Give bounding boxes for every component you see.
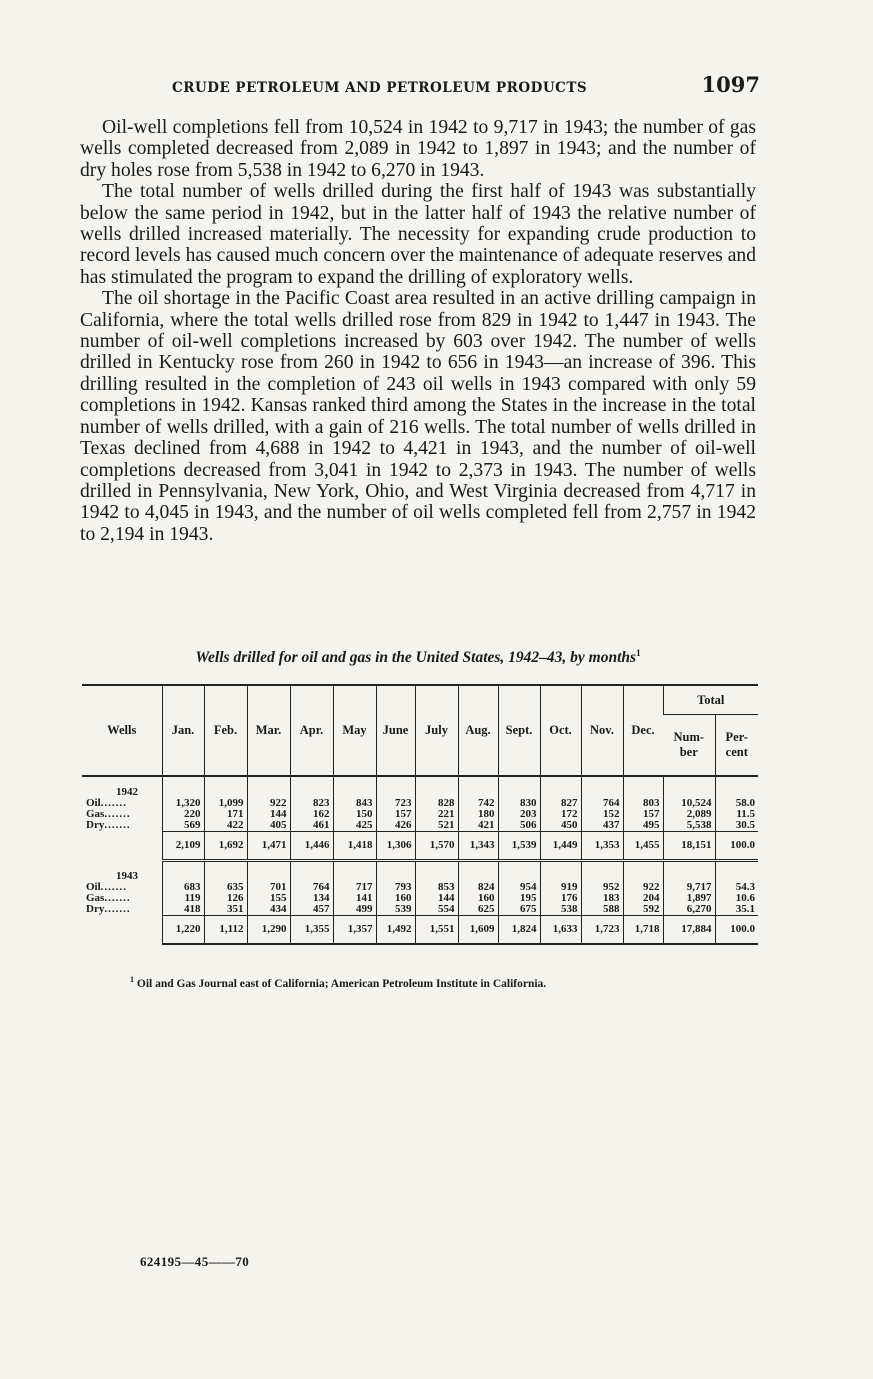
empty-cell: [663, 776, 715, 798]
table-cell: 421: [458, 820, 498, 832]
empty-cell: [623, 861, 663, 882]
empty-cell: [663, 861, 715, 882]
footnote-text: Oil and Gas Journal east of California; American Petroleum Institute in California.: [136, 977, 547, 990]
empty-cell: [204, 861, 247, 882]
row-label-text: Gas: [86, 808, 105, 820]
table-cell: 1,320: [162, 798, 204, 809]
caption-footnote-mark: 1: [636, 648, 641, 658]
table-cell: 220: [162, 809, 204, 820]
total-number-cell: 6,270: [663, 904, 715, 916]
table-cell: 426: [376, 820, 415, 832]
table-cell: 418: [162, 904, 204, 916]
table-caption: [80, 648, 756, 667]
total-label: [82, 915, 162, 944]
row-label-text: Oil: [86, 880, 101, 893]
empty-cell: [376, 861, 415, 882]
header-wells: Wells: [82, 685, 162, 776]
empty-cell: [715, 861, 758, 882]
table-cell: 1,357: [333, 915, 376, 944]
table-cell: 1,355: [290, 915, 333, 944]
row-leader: .......: [104, 902, 131, 915]
table-cell: 954: [498, 882, 540, 893]
footnote-mark: 1: [130, 975, 134, 984]
header-month: Sept.: [498, 685, 540, 776]
table-cell: 1,692: [204, 832, 247, 861]
table-cell: 1,492: [376, 915, 415, 944]
table-row: [82, 820, 758, 832]
header-month: May: [333, 685, 376, 776]
table-cell: 180: [458, 809, 498, 820]
table-cell: 461: [290, 820, 333, 832]
empty-cell: [623, 776, 663, 798]
table-cell: 457: [290, 904, 333, 916]
table-cell: 742: [458, 798, 498, 809]
table-cell: 922: [623, 882, 663, 893]
footnote: [130, 975, 546, 990]
table-cell: 1,343: [458, 832, 498, 861]
table-row: [82, 893, 758, 904]
header-month: June: [376, 685, 415, 776]
table-cell: 521: [415, 820, 458, 832]
paragraph-regional-drilling: The oil shortage in the Pacific Coast area resulted in an active drilling campaign in California, where the total wells drilled rose from 829 in 1942 to 1,447 in 1943. The number of oil-well completions increased by 603 over 1942. The number of wells drilled in Kentucky rose from 260 in 1942 to 656 in 1943—an increase of 396. This drilling resulted in the completion of 243 oil wells in 1943 compared with only 59 completions in 1942. Kansas ranked third among the States in the increase in the total number of wells drilled, with a gain of 216 wells. The total number of wells drilled in Texas declined from 4,688 in 1942 to 4,421 in 1943, and the number of oil-well completions decreased from 3,041 in 1942 to 2,373 in 1943. The number of wells drilled in Pennsylvania, New York, Ohio, and West Virginia decreased from 4,717 in 1942 to 4,045 in 1943, and the number of oil wells completed fell from 2,757 in 1942 to 2,194 in 1943.: [80, 288, 756, 545]
table-cell: 2,109: [162, 832, 204, 861]
table-cell: 843: [333, 798, 376, 809]
page-header-title: CRUDE PETROLEUM AND PETROLEUM PRODUCTS: [172, 80, 588, 96]
table-cell: 592: [623, 904, 663, 916]
empty-cell: [204, 776, 247, 798]
table-cell: 764: [581, 798, 623, 809]
table-cell: 793: [376, 882, 415, 893]
row-leader: .......: [100, 880, 127, 893]
paragraph-well-completions: Oil-well completions fell from 10,524 in 1942 to 9,717 in 1943; the number of gas wells completed decreased from 2,089 in 1942 to 1,897 in 1943; and the number of dry holes rose from 5,538 in 1942 to 6,270 in 1943.: [80, 117, 756, 181]
table-cell: 157: [623, 809, 663, 820]
empty-cell: [540, 776, 581, 798]
header-month: Aug.: [458, 685, 498, 776]
empty-cell: [247, 861, 290, 882]
table-cell: 1,112: [204, 915, 247, 944]
header-month: Oct.: [540, 685, 581, 776]
total-percent-cell: 10.6: [715, 893, 758, 904]
table-cell: 126: [204, 893, 247, 904]
table-cell: 1,609: [458, 915, 498, 944]
table-cell: 195: [498, 893, 540, 904]
header-month: Jan.: [162, 685, 204, 776]
table-body: [82, 776, 758, 944]
total-percent-cell: 54.3: [715, 882, 758, 893]
total-number-cell: 17,884: [663, 915, 715, 944]
empty-cell: [333, 861, 376, 882]
table-cell: 203: [498, 809, 540, 820]
total-number-cell: 2,089: [663, 809, 715, 820]
year-row: [82, 776, 758, 798]
table-cell: 853: [415, 882, 458, 893]
row-leader: .......: [104, 808, 131, 820]
table-cell: 434: [247, 904, 290, 916]
header-percent: Per- cent: [715, 715, 758, 777]
table-cell: 422: [204, 820, 247, 832]
row-leader: .......: [104, 891, 131, 904]
table-cell: 152: [581, 809, 623, 820]
total-number-cell: 5,538: [663, 820, 715, 832]
header-month: Nov.: [581, 685, 623, 776]
table-cell: 1,539: [498, 832, 540, 861]
empty-cell: [333, 776, 376, 798]
table-cell: 405: [247, 820, 290, 832]
wells-drilled-table: [82, 684, 758, 945]
header-number: Num- ber: [663, 715, 715, 777]
empty-cell: [162, 776, 204, 798]
total-number-cell: 10,524: [663, 798, 715, 809]
table-cell: 183: [581, 893, 623, 904]
table-cell: 1,353: [581, 832, 623, 861]
empty-cell: [581, 776, 623, 798]
table-cell: 162: [290, 809, 333, 820]
table-cell: 171: [204, 809, 247, 820]
table-cell: 1,633: [540, 915, 581, 944]
empty-cell: [376, 776, 415, 798]
empty-cell: [290, 861, 333, 882]
table-cell: 425: [333, 820, 376, 832]
total-number-cell: 9,717: [663, 882, 715, 893]
table-cell: 221: [415, 809, 458, 820]
table-cell: 683: [162, 882, 204, 893]
table-cell: 823: [290, 798, 333, 809]
header-month: Mar.: [247, 685, 290, 776]
empty-cell: [415, 861, 458, 882]
table-cell: 1,220: [162, 915, 204, 944]
header-total: Total: [663, 685, 758, 715]
table-cell: 539: [376, 904, 415, 916]
empty-cell: [415, 776, 458, 798]
running-head: [120, 72, 760, 97]
table-cell: 150: [333, 809, 376, 820]
table-cell: 506: [498, 820, 540, 832]
table-cell: 144: [247, 809, 290, 820]
table-cell: 588: [581, 904, 623, 916]
empty-cell: [458, 776, 498, 798]
empty-cell: [162, 861, 204, 882]
table-cell: 824: [458, 882, 498, 893]
table-cell: 1,099: [204, 798, 247, 809]
table-cell: 1,455: [623, 832, 663, 861]
table-cell: 764: [290, 882, 333, 893]
total-percent-cell: 100.0: [715, 832, 758, 861]
total-percent-cell: 30.5: [715, 820, 758, 832]
table-cell: 625: [458, 904, 498, 916]
empty-cell: [498, 861, 540, 882]
total-percent-cell: 11.5: [715, 809, 758, 820]
table-cell: 499: [333, 904, 376, 916]
table-cell: 1,718: [623, 915, 663, 944]
row-leader: .......: [104, 819, 131, 832]
table-cell: 952: [581, 882, 623, 893]
header-month: Feb.: [204, 685, 247, 776]
table-cell: 141: [333, 893, 376, 904]
table-cell: 160: [458, 893, 498, 904]
empty-cell: [458, 861, 498, 882]
table-cell: 717: [333, 882, 376, 893]
table-cell: 1,418: [333, 832, 376, 861]
table-cell: 675: [498, 904, 540, 916]
year-row: [82, 861, 758, 882]
total-percent-cell: 58.0: [715, 798, 758, 809]
table-caption-text: Wells drilled for oil and gas in the United States, 1942–43, by months: [195, 649, 637, 667]
row-label: [82, 820, 162, 832]
table-cell: 569: [162, 820, 204, 832]
table-cell: 1,723: [581, 915, 623, 944]
table-cell: 827: [540, 798, 581, 809]
empty-cell: [581, 861, 623, 882]
table-row: [82, 882, 758, 893]
year-label: 1943: [116, 869, 138, 882]
table-cell: 437: [581, 820, 623, 832]
table-cell: 1,471: [247, 832, 290, 861]
year-label: 1942: [116, 786, 138, 798]
table-cell: 922: [247, 798, 290, 809]
page-number: 1097: [701, 72, 760, 97]
header-month: Apr.: [290, 685, 333, 776]
table-cell: 1,570: [415, 832, 458, 861]
table-cell: 495: [623, 820, 663, 832]
row-label: [82, 904, 162, 916]
empty-cell: [290, 776, 333, 798]
table-cell: 701: [247, 882, 290, 893]
table-cell: 1,449: [540, 832, 581, 861]
table-cell: 830: [498, 798, 540, 809]
table-cell: 160: [376, 893, 415, 904]
table-cell: 1,306: [376, 832, 415, 861]
total-number-cell: 18,151: [663, 832, 715, 861]
empty-cell: [715, 776, 758, 798]
table-cell: 155: [247, 893, 290, 904]
header-month: July: [415, 685, 458, 776]
table-cell: 176: [540, 893, 581, 904]
table-row: [82, 904, 758, 916]
table-cell: 635: [204, 882, 247, 893]
total-row: [82, 832, 758, 861]
empty-cell: [247, 776, 290, 798]
table-cell: 723: [376, 798, 415, 809]
total-percent-cell: 35.1: [715, 904, 758, 916]
total-row: [82, 915, 758, 944]
table-cell: 144: [415, 893, 458, 904]
table-cell: 554: [415, 904, 458, 916]
table-cell: 157: [376, 809, 415, 820]
table-cell: 803: [623, 798, 663, 809]
table-cell: 134: [290, 893, 333, 904]
table-cell: 538: [540, 904, 581, 916]
table-cell: 119: [162, 893, 204, 904]
table-cell: 1,824: [498, 915, 540, 944]
table-cell: 204: [623, 893, 663, 904]
row-label-text: Oil: [86, 797, 101, 809]
header-month: Dec.: [623, 685, 663, 776]
table-cell: 450: [540, 820, 581, 832]
body-text: [80, 117, 756, 545]
row-label-text: Dry: [86, 819, 105, 832]
total-percent-cell: 100.0: [715, 915, 758, 944]
row-label-text: Gas: [86, 891, 105, 904]
table-cell: 828: [415, 798, 458, 809]
table-cell: 1,290: [247, 915, 290, 944]
table-cell: 172: [540, 809, 581, 820]
empty-cell: [540, 861, 581, 882]
table-cell: 919: [540, 882, 581, 893]
table-cell: 1,446: [290, 832, 333, 861]
table-cell: 1,551: [415, 915, 458, 944]
row-label-text: Dry: [86, 902, 105, 915]
total-label: [82, 832, 162, 861]
paragraph-drilling-trend: The total number of wells drilled during the first half of 1943 was substantially below the same period in 1942, but in the latter half of 1943 the relative number of wells drilled increased materially. The necessity for expanding crude production to record levels has caused much concern over the maintenance of adequate reserves and has stimulated the program to expand the drilling of exploratory wells.: [80, 181, 756, 288]
empty-cell: [498, 776, 540, 798]
print-job-number: 624195—45——70: [140, 1254, 250, 1269]
total-number-cell: 1,897: [663, 893, 715, 904]
row-leader: .......: [100, 797, 127, 809]
table-cell: 351: [204, 904, 247, 916]
